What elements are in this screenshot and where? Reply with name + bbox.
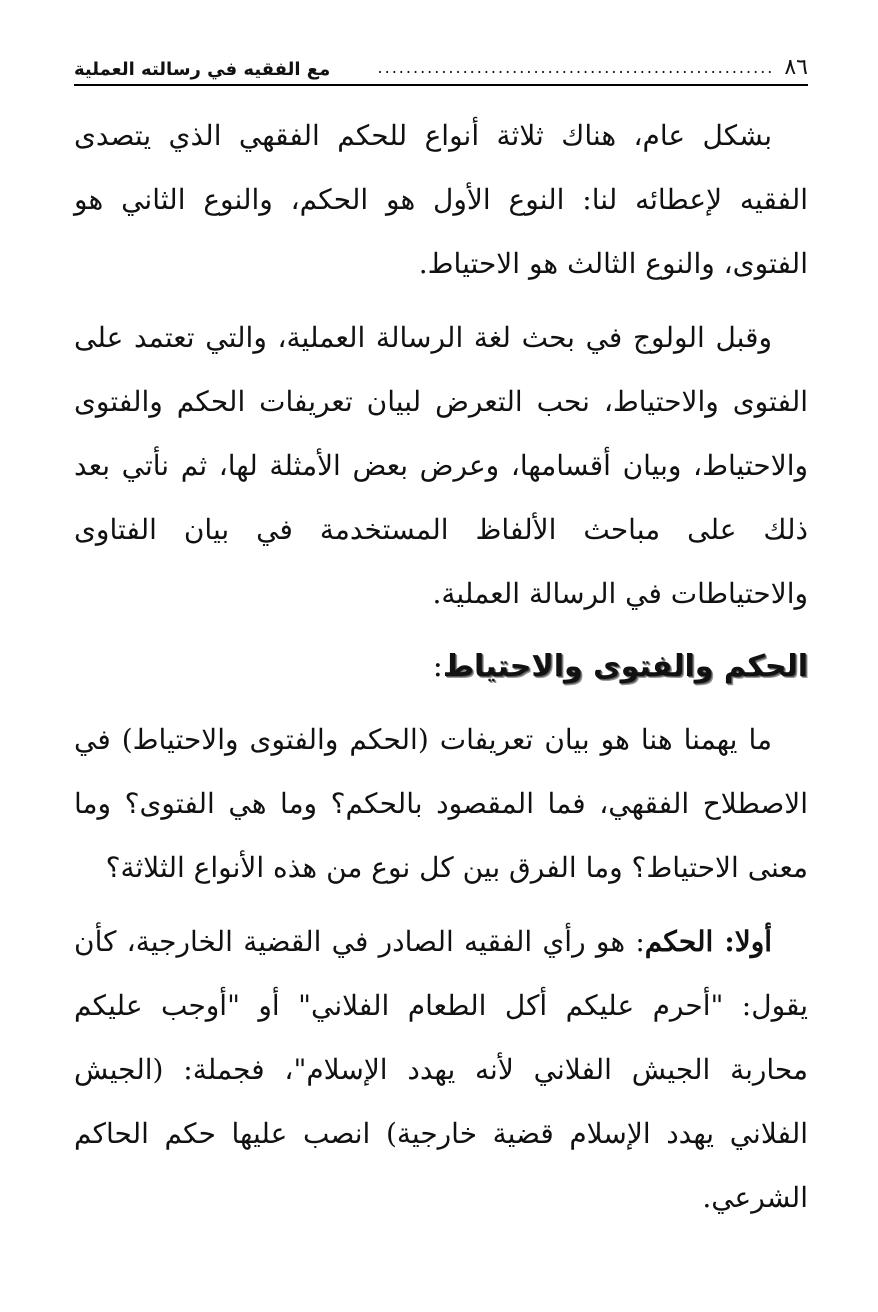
header-dot-leader: ........................................................ — [377, 60, 775, 77]
page-body — [74, 104, 808, 1240]
paragraph-definitions: ما يهمنا هنا هو بيان تعريفات (الحكم والفتوى والاحتياط) في الاصطلاح الفقهي، فما المقصود بالحكم؟ وما هي الفتوى؟ وما معنى الاحتياط؟ وما الفرق بين كل نوع من هذه الأنواع الثلاثة؟ — [74, 723, 808, 884]
ruling-label: أولا: الحكم — [644, 925, 772, 958]
header-rule — [74, 84, 808, 86]
page-header — [74, 44, 808, 80]
section-heading-colon: : — [432, 649, 443, 684]
page-number: ٨٦ — [784, 55, 808, 80]
paragraph-intro: بشكل عام، هناك ثلاثة أنواع للحكم الفقهي الذي يتصدى الفقيه لإعطائه لنا: النوع الأول هو الحكم، والنوع الثاني هو الفتوى، والنوع الثالث هو الاحتياط. — [74, 119, 808, 280]
paragraph-preface: وقبل الولوج في بحث لغة الرسالة العملية، والتي تعتمد على الفتوى والاحتياط، نحب التعرض لبيان تعريفات الحكم والفتوى والاحتياط، وبيان أقسامها، وعرض بعض الأمثلة لها، ثم نأتي بعد ذلك على مباحث الألفاظ المستخدمة في بيان الفتاوى والاحتياطات في الرسالة العملية. — [74, 321, 808, 610]
ruling-text: : هو رأي الفقيه الصادر في القضية الخارجية، كأن يقول: "أحرم عليكم أكل الطعام الفلاني" أو "أوجب عليكم محاربة الجيش الفلاني لأنه يهدد الإسلام"، فجملة: (الجيش الفلاني يهدد الإسلام قضية خارجية) انصب عليها حكم الحاكم الشرعي. — [74, 925, 808, 1214]
section-heading — [74, 636, 808, 698]
paragraph-ruling — [74, 910, 808, 1230]
running-title: مع الفقيه في رسالته العملية — [74, 59, 331, 80]
section-heading-text: الحكم والفتوى والاحتياط — [442, 649, 808, 684]
